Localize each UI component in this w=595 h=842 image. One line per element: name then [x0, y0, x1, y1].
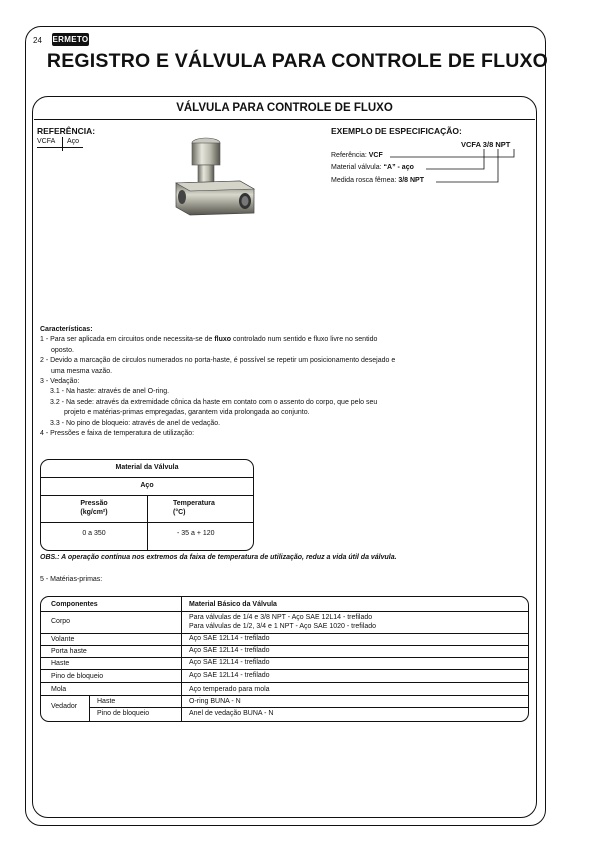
material-mola: Aço temperado para mola	[189, 686, 270, 693]
characteristic-item-3-1: 3.1 - Na haste: através de anel O-ring.	[50, 388, 170, 396]
material-volante: Aço SAE 12L14 - trefilado	[189, 635, 270, 642]
characteristics-list	[40, 325, 480, 439]
brand-logo: ERMETO	[52, 35, 89, 44]
specification-heading: EXEMPLO DE ESPECIFICAÇÃO:	[331, 126, 462, 136]
section-title: VÁLVULA PARA CONTROLE DE FLUXO	[176, 102, 393, 114]
material-porta-haste: Aço SAE 12L14 - trefilado	[189, 647, 270, 654]
reference-heading: REFERÊNCIA:	[37, 126, 96, 136]
specification-code: VCFA 3/8 NPT	[461, 140, 511, 149]
reference-code: VCFA	[37, 138, 56, 145]
vedador-haste: Haste	[97, 698, 116, 705]
reference-divider	[62, 137, 63, 151]
characteristic-item-3-2: 3.2 - Na sede: através da extremidade cônica da haste em contato com o assento do corpo, que pelo seu	[50, 398, 378, 406]
material-table-temperature-header: Temperatura (°C)	[173, 500, 215, 516]
characteristic-item-2-cont: uma mesma vazão.	[51, 367, 113, 375]
material-table-title: Material da Válvula	[115, 464, 179, 471]
spec-line-reference: Referência: VCF	[331, 152, 383, 159]
characteristics-heading: Características:	[40, 326, 93, 333]
component-pino-bloqueio: Pino de bloqueio	[51, 673, 104, 680]
page-number: 24	[33, 36, 42, 45]
material-vedador-haste: O-ring BUNA - N	[189, 698, 241, 705]
material-table	[40, 459, 254, 551]
spec-line-material: Material válvula: “A” - aço	[331, 164, 414, 171]
component-haste: Haste	[51, 660, 70, 667]
material-table-pressure-value: 0 a 350	[82, 530, 106, 537]
observation-note: OBS.: A operação contínua nos extremos da faixa de temperatura de utilização, reduz a vida útil da válvula.	[40, 554, 397, 561]
reference-underline	[37, 147, 83, 148]
vedador-pino-bloqueio: Pino de bloqueio	[97, 710, 150, 717]
component-mola: Mola	[51, 686, 67, 693]
components-table	[40, 596, 529, 722]
characteristic-item-3: 3 - Vedação:	[40, 378, 80, 386]
material-haste: Aço SAE 12L14 - trefilado	[189, 659, 270, 666]
reference-row	[37, 138, 80, 145]
components-header: Componentes	[51, 601, 98, 608]
material-table-material: Aço	[140, 482, 154, 489]
page-title: REGISTRO E VÁLVULA PARA CONTROLE DE FLUXO	[46, 50, 549, 72]
material-header: Material Básico da Válvula	[189, 601, 277, 608]
material-pino-bloqueio: Aço SAE 12L14 - trefilado	[189, 672, 270, 679]
characteristic-item-1-cont: oposto.	[51, 346, 74, 354]
characteristic-item-3-2-cont: projeto e matérias-primas empregadas, garantem vida prolongada ao conjunto.	[64, 409, 310, 417]
characteristic-item-4: 4 - Pressões e faixa de temperatura de utilização:	[40, 430, 195, 438]
characteristic-item-2: 2 - Devido a marcação de circulos numerados no porta-haste, é possível se repetir um posicionamento desejado e	[40, 357, 396, 365]
section-divider	[34, 119, 535, 120]
material-table-temperature-value: - 35 a + 120	[177, 530, 215, 537]
materias-heading: 5 - Matérias-primas:	[40, 576, 103, 583]
material-corpo: Para válvulas de 1/4 e 3/8 NPT - Aço SAE 12L14 - trefilado Para válvulas de 1/2, 3/4 e 1 NPT - Aço SAE 1020 - trefilado	[189, 614, 377, 630]
reference-material: Aço	[67, 138, 80, 145]
component-vedador: Vedador	[51, 703, 78, 710]
material-table-pressure-header: Pressão (kg/cm²)	[80, 500, 108, 516]
spec-line-thread: Medida rosca fêmea: 3/8 NPT	[331, 177, 425, 184]
material-vedador-pino: Anel de vedação BUNA - N	[189, 710, 274, 717]
characteristic-item-1: 1 - Para ser aplicada em circuitos onde necessita-se de fluxo controlado num sentido e fluxo livre no sentido	[40, 336, 378, 344]
component-volante: Volante	[51, 636, 75, 643]
component-porta-haste: Porta haste	[51, 648, 87, 655]
valve-product-image	[170, 131, 265, 226]
characteristic-item-3-3: 3.3 - No pino de bloqueio: através de anel de vedação.	[50, 419, 221, 427]
component-corpo: Corpo	[51, 618, 71, 625]
